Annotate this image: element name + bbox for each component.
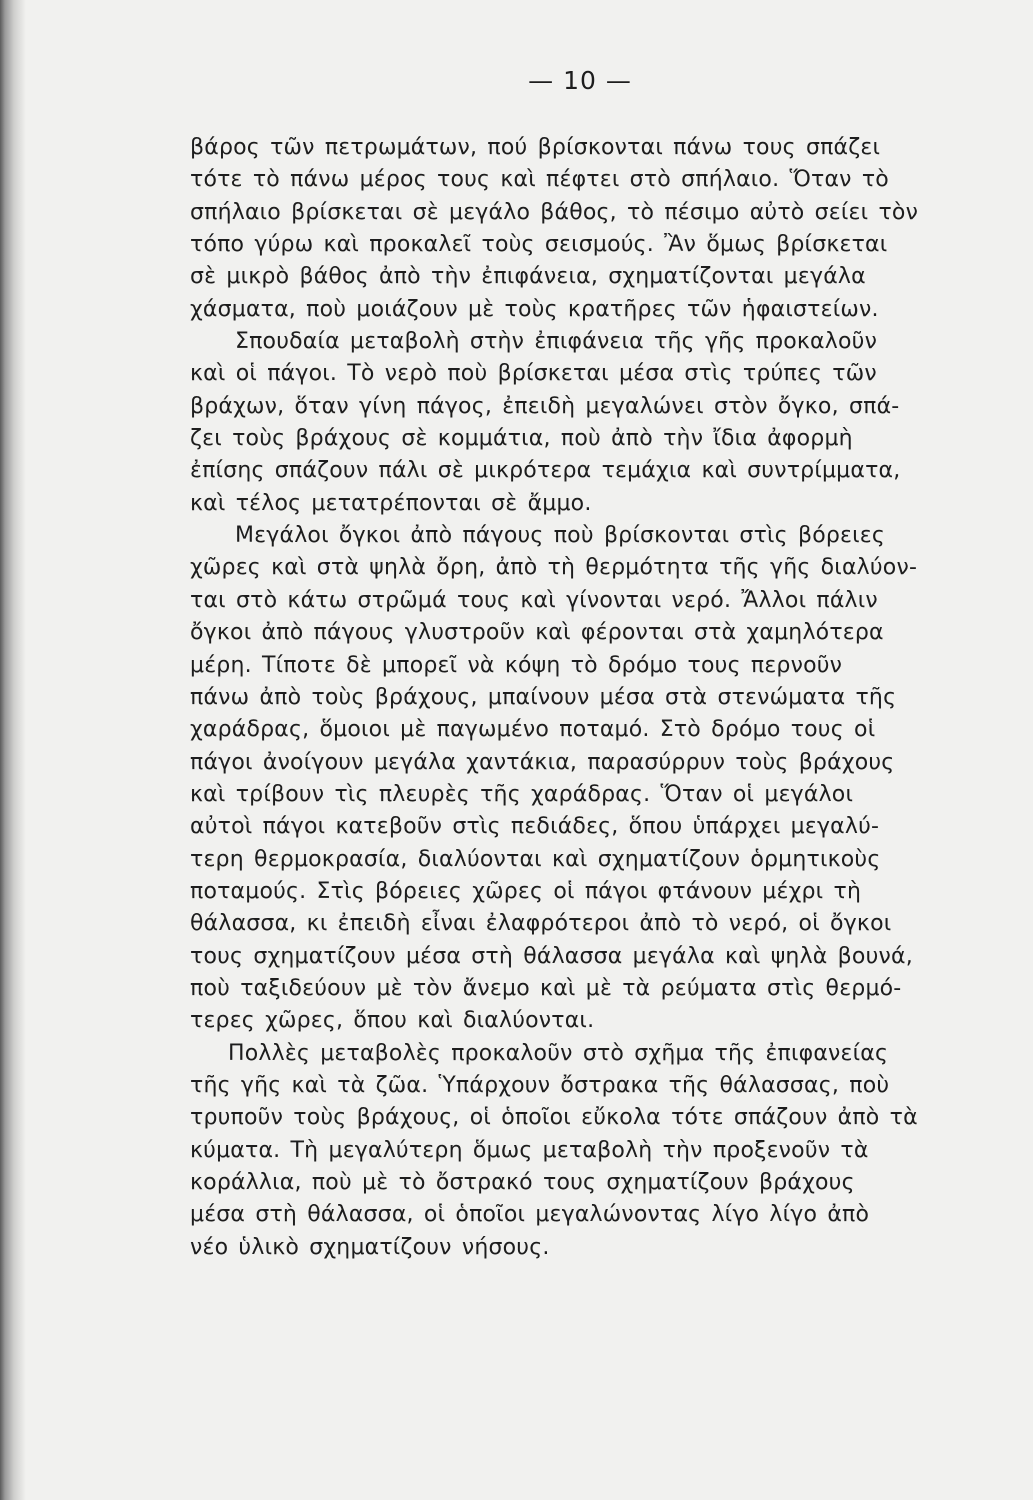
text-line: βράχων, ὅταν γίνη πάγος, ἐπειδὴ μεγαλώνει στὸν ὄγκο, σπά-: [190, 393, 900, 419]
text-line: καὶ τέλος μετατρέπονται σὲ ἄμμο.: [190, 490, 592, 516]
text-line: ζει τοὺς βράχους σὲ κομμάτια, ποὺ ἀπὸ τὴν ἴδια ἀφορμὴ: [190, 426, 853, 452]
text-line: ὄγκοι ἀπὸ πάγους γλυστροῦν καὶ φέρονται στὰ χαμηλότερα: [190, 620, 884, 646]
text-line: τότε τὸ πάνω μέρος τους καὶ πέφτει στὸ σπήλαιο. Ὅταν τὸ: [190, 167, 889, 193]
text-line: πάγοι ἀνοίγουν μεγάλα χαντάκια, παρασύρρυν τοὺς βράχους: [190, 749, 895, 775]
text-line: χαράδρας, ὅμοιοι μὲ παγωμένο ποταμό. Στὸ δρόμο τους οἱ: [190, 717, 876, 743]
text-line: τερες χῶρες, ὅπου καὶ διαλύονται.: [190, 1008, 595, 1034]
text-line: τους σχηματίζουν μέσα στὴ θάλασσα μεγάλα καὶ ψηλὰ βουνά,: [190, 943, 913, 969]
text-line: τῆς γῆς καὶ τὰ ζῶα. Ὑπάρχουν ὄστρακα τῆς θάλασσας, ποὺ: [190, 1072, 890, 1098]
text-line: βάρος τῶν πετρωμάτων, πού βρίσκονται πάνω τους σπάζει: [190, 135, 881, 160]
text-line: αὐτοὶ πάγοι κατεβοῦν στὶς πεδιάδες, ὅπου ὑπάρχει μεγαλύ-: [190, 814, 880, 840]
text-line: κύματα. Τὴ μεγαλύτερη ὅμως μεταβολὴ τὴν προξενοῦν τὰ: [190, 1137, 869, 1163]
text-line: μέσα στὴ θάλασσα, οἱ ὁποῖοι μεγαλώνοντας λίγο λίγο ἀπὸ: [190, 1202, 870, 1228]
text-line: Πολλὲς μεταβολὲς προκαλοῦν στὸ σχῆμα τῆς ἐπιφανείας: [228, 1040, 889, 1066]
text-line: σπήλαιο βρίσκεται σὲ μεγάλο βάθος, τὸ πέσιμο αὐτὸ σείει τὸν: [190, 199, 919, 225]
text-line: πάνω ἀπὸ τοὺς βράχους, μπαίνουν μέσα στὰ στενώματα τῆς: [190, 684, 897, 710]
text-line: ἐπίσης σπάζουν πάλι σὲ μικρότερα τεμάχια καὶ συντρίμματα,: [190, 458, 901, 484]
text-line: ποὺ ταξιδεύουν μὲ τὸν ἄνεμο καὶ μὲ τὰ ρεύματα στὶς θερμό-: [190, 975, 902, 1001]
text-line: καὶ τρίβουν τὶς πλευρὲς τῆς χαράδρας. Ὅταν οἱ μεγάλοι: [190, 781, 854, 807]
text-line: τρυποῦν τοὺς βράχους, οἱ ὁποῖοι εὔκολα τότε σπάζουν ἀπὸ τὰ: [190, 1105, 918, 1131]
text-line: καὶ οἱ πάγοι. Τὸ νερὸ ποὺ βρίσκεται μέσα στὶς τρύπες τῶν: [190, 361, 877, 387]
scanned-page-edge: [0, 0, 26, 1500]
text-line: τερη θερμοκρασία, διαλύονται καὶ σχηματίζουν ὁρμητικοὺς: [190, 846, 881, 872]
text-line: χῶρες καὶ στὰ ψηλὰ ὄρη, ἀπὸ τὴ θερμότητα τῆς γῆς διαλύον-: [190, 555, 918, 581]
text-line: ται στὸ κάτω στρῶμά τους καὶ γίνονται νερό. Ἄλλοι πάλιν: [190, 587, 878, 613]
text-line: ποταμούς. Στὶς βόρειες χῶρες οἱ πάγοι φτάνουν μέχρι τὴ: [190, 878, 862, 904]
text-line: χάσματα, ποὺ μοιάζουν μὲ τοὺς κρατῆρες τῶν ἡφαιστείων.: [190, 296, 879, 322]
text-line: Μεγάλοι ὄγκοι ἀπὸ πάγους ποὺ βρίσκονται στὶς βόρειες: [235, 523, 885, 549]
text-line: νέο ὑλικὸ σχηματίζουν νήσους.: [190, 1234, 550, 1260]
text-line: κοράλλια, ποὺ μὲ τὸ ὄστρακό τους σχηματίζουν βράχους: [190, 1170, 855, 1195]
body-text: [190, 132, 990, 1264]
text-line: μέρη. Τίποτε δὲ μπορεῖ νὰ κόψη τὸ δρόμο τους περνοῦν: [190, 652, 843, 678]
text-line: Σπουδαία μεταβολὴ στὴν ἐπιφάνεια τῆς γῆς προκαλοῦν: [235, 329, 878, 355]
text-line: θάλασσα, κι ἐπειδὴ εἶναι ἐλαφρότεροι ἀπὸ τὸ νερό, οἱ ὄγκοι: [190, 911, 892, 937]
text-line: σὲ μικρὸ βάθος ἀπὸ τὴν ἐπιφάνεια, σχηματίζονται μεγάλα: [190, 264, 866, 290]
text-line: τόπο γύρω καὶ προκαλεῖ τοὺς σεισμούς. Ἂν ὅμως βρίσκεται: [190, 232, 888, 258]
page-number: — 10 —: [528, 66, 632, 95]
